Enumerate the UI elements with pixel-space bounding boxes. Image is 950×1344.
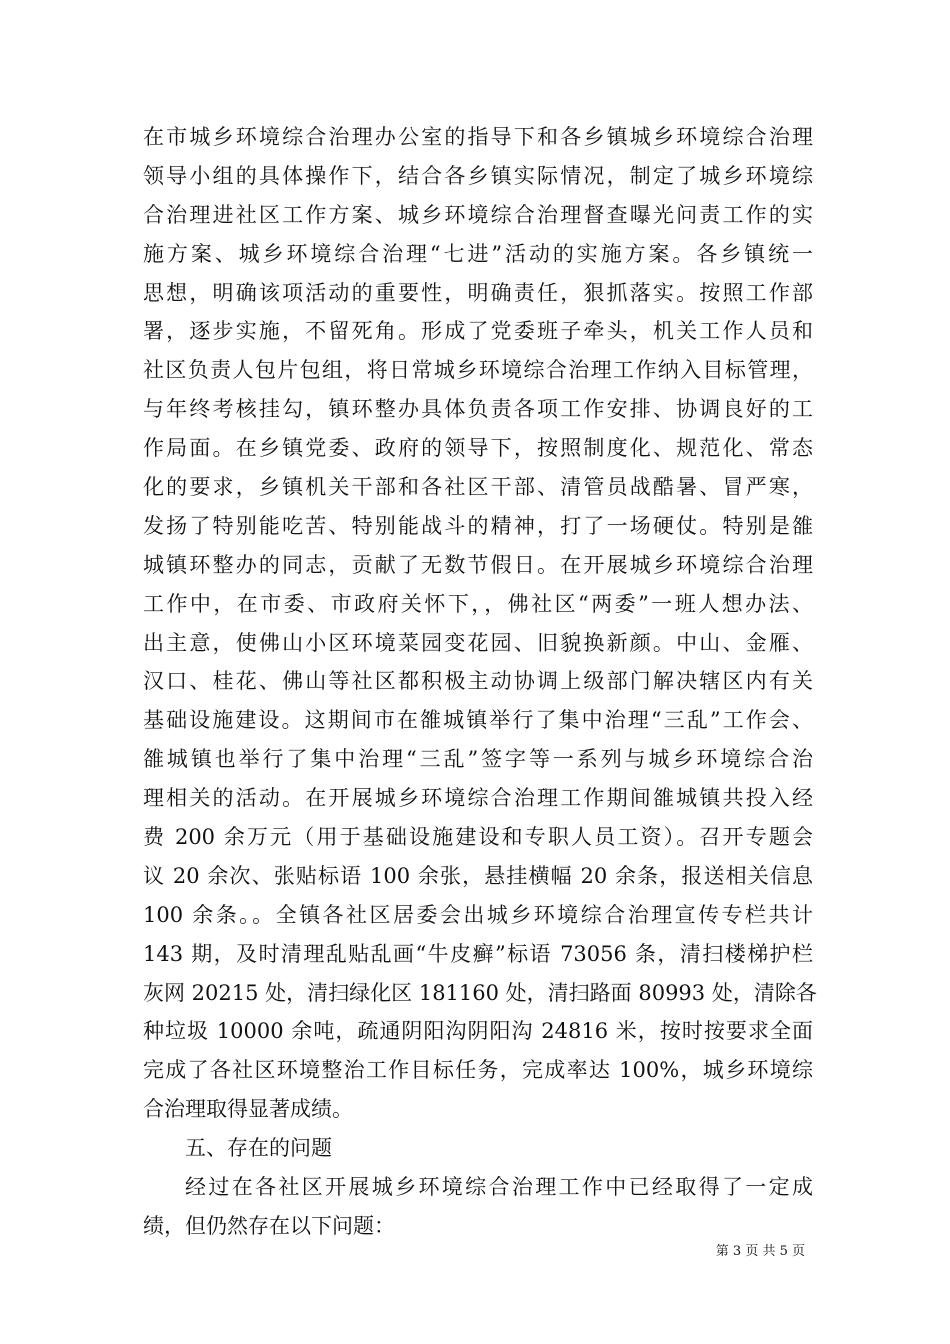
text-line: 社区负责人包片包组，将日常城乡环境综合治理工作纳入目标管理， <box>143 358 813 383</box>
text-line: 城镇环整办的同志，贡献了无数节假日。在开展城乡环境综合治理 <box>143 552 813 577</box>
text-line: 施方案、城乡环境综合治理“七进”活动的实施方案。各乡镇统一 <box>143 241 813 266</box>
text-line: 雒城镇也举行了集中治理“三乱”签字等一系列与城乡环境综合治 <box>143 747 813 772</box>
text-line: 完成了各社区环境整治工作目标任务，完成率达 100%，城乡环境综 <box>143 1058 813 1083</box>
section-heading: 五、存在的问题 <box>185 1136 332 1161</box>
text-line: 理相关的活动。在开展城乡环境综合治理工作期间雒城镇共投入经 <box>143 786 813 811</box>
page-number: 第 3 页 共 5 页 <box>715 1244 805 1259</box>
text-line: 143 期，及时清理乱贴乱画“牛皮癣”标语 73056 条，清扫楼梯护栏 <box>143 941 813 966</box>
text-line: 工作中，在市委、市政府关怀下，，佛社区“两委”一班人想办法、 <box>143 591 813 616</box>
text-line: 议 20 余次、张贴标语 100 余张，悬挂横幅 20 余条，报送相关信息 <box>143 863 813 888</box>
text-line: 100 余条。。全镇各社区居委会出城乡环境综合治理宣传专栏共计 <box>143 902 813 927</box>
paragraph <box>143 1168 813 1246</box>
text-line: 思想，明确该项活动的重要性，明确责任，狠抓落实。按照工作部 <box>143 280 813 305</box>
text-line: 发扬了特别能吃苦、特别能战斗的精神，打了一场硬仗。特别是雒 <box>143 513 813 538</box>
text-line: 灰网 20215 处，清扫绿化区 181160 处，清扫路面 80993 处，清除各 <box>143 980 817 1005</box>
text-line: 合治理进社区工作方案、城乡环境综合治理督查曝光问责工作的实 <box>143 202 813 227</box>
text-line: 在市城乡环境综合治理办公室的指导下和各乡镇城乡环境综合治理 <box>143 125 813 149</box>
text-line: 基础设施建设。这期间市在雒城镇举行了集中治理“三乱”工作会、 <box>143 708 813 733</box>
text-line: 与年终考核挂勾，镇环整办具体负责各项工作安排、协调良好的工 <box>143 397 813 422</box>
text-line: 署，逐步实施，不留死角。形成了党委班子牵头，机关工作人员和 <box>143 319 813 344</box>
text-line: 合治理取得显著成绩。 <box>143 1097 353 1122</box>
text-line: 领导小组的具体操作下，结合各乡镇实际情况，制定了城乡环境综 <box>143 163 813 188</box>
paragraph <box>143 118 817 1129</box>
text-line: 化的要求，乡镇机关干部和各社区干部、清管员战酷暑、冒严寒， <box>143 475 813 500</box>
page-body <box>143 118 817 1246</box>
text-line: 费 200 余万元（用于基础设施建设和专职人员工资）。召开专题会 <box>143 825 813 850</box>
text-line: 绩，但仍然存在以下问题： <box>143 1213 395 1238</box>
text-line: 出主意，使佛山小区环境菜园变花园、旧貌换新颜。中山、金雁、 <box>143 630 813 655</box>
text-line: 种垃圾 10000 余吨，疏通阴阳沟阴阳沟 24816 米，按时按要求全面 <box>143 1019 813 1044</box>
text-line: 汉口、桂花、佛山等社区都积极主动协调上级部门解决辖区内有关 <box>143 669 813 694</box>
text-line: 作局面。在乡镇党委、政府的领导下，按照制度化、规范化、常态 <box>143 436 813 461</box>
text-line: 经过在各社区开展城乡环境综合治理工作中已经取得了一定成 <box>185 1175 813 1200</box>
